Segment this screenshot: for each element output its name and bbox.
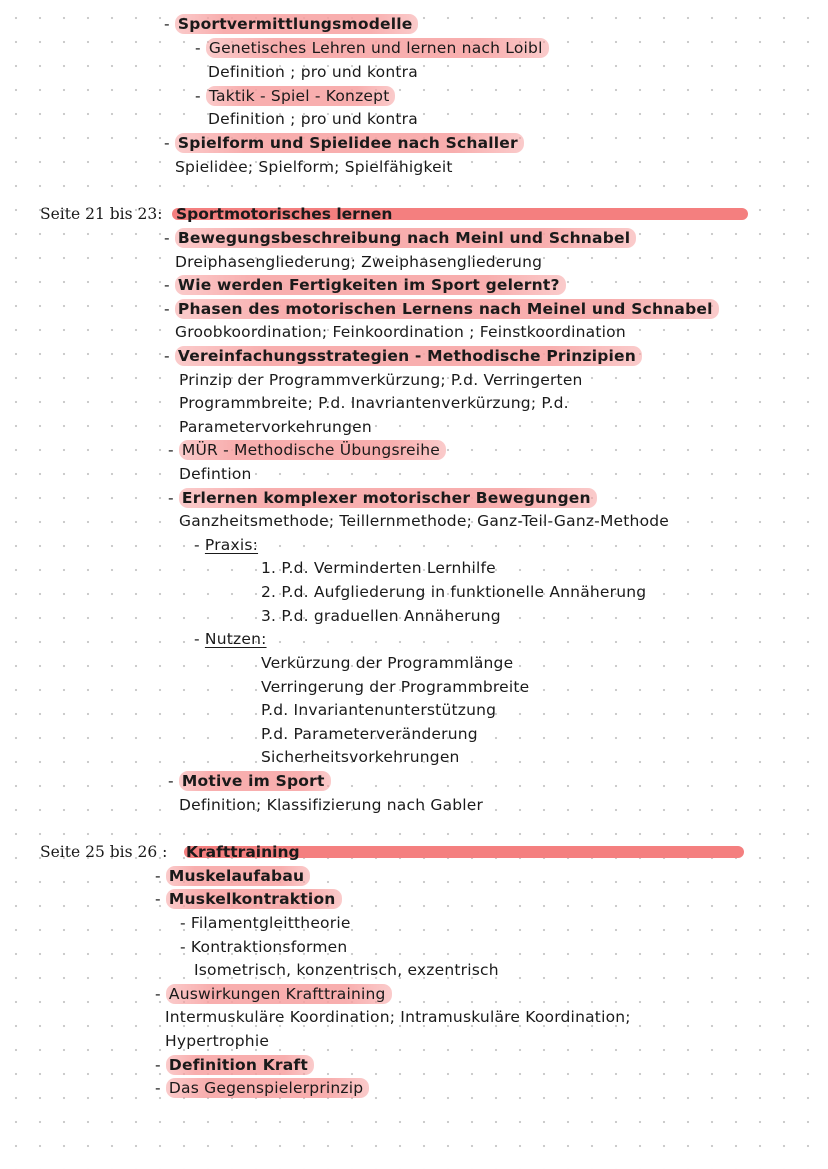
text-koordination-arten: Intermuskuläre Koordination; Intramuskuläre Koordination; (165, 1008, 631, 1026)
subitem-genetisches-lehren: - Genetisches Lehren und lernen nach Loibl (195, 38, 549, 58)
text-prinzipien-2: Programmbreite; P.d. Inavriantenverkürzung; P.d. (179, 394, 569, 412)
item-muer: - MÜR - Methodische Übungsreihe (168, 440, 446, 460)
text-prinzipien-1: Prinzip der Programmverkürzung; P.d. Verringerten (179, 371, 583, 389)
subheading-praxis: - Praxis: (194, 536, 259, 554)
praxis-item-2: 2. P.d. Aufgliederung in funktionelle Annäherung (261, 583, 647, 601)
item-fertigkeiten-gelernt: - Wie werden Fertigkeiten im Sport gelernt? (164, 275, 566, 295)
text-prinzipien-3: Parametervorkehrungen (179, 418, 372, 436)
subitem-kontraktionsformen: - Kontraktionsformen (180, 938, 348, 956)
text-defintion: Defintion (179, 465, 252, 483)
item-phasen-motorisches-lernen: - Phasen des motorischen Lernens nach Meinel und Schnabel (164, 299, 719, 319)
page-label-21-23: Seite 21 bis 23: (40, 205, 163, 223)
item-motive-im-sport: - Motive im Sport (168, 771, 331, 791)
item-vereinfachungsstrategien: - Vereinfachungsstrategien - Methodische Prinzipien (164, 346, 642, 366)
subheading-nutzen: - Nutzen: (194, 630, 267, 648)
subitem-filamentgleittheorie: - Filamentgleittheorie (180, 914, 351, 932)
section-title-krafttraining: Krafttraining (186, 843, 300, 861)
item-muskelaufbau: - Muskelaufabau (155, 866, 310, 886)
nutzen-item-4: P.d. Parameterveränderung (261, 725, 478, 743)
text-definition-pro-kontra-1: Definition ; pro und kontra (208, 63, 418, 81)
subitem-taktik-spiel-konzept: - Taktik - Spiel - Konzept (195, 86, 395, 106)
item-sportvermittlungsmodelle: - Sportvermittlungsmodelle (164, 14, 418, 34)
praxis-item-1: 1. P.d. Verminderten Lernhilfe (261, 559, 496, 577)
item-definition-kraft: - Definition Kraft (155, 1055, 314, 1075)
text-koordination-stufen: Groobkoordination; Feinkoordination ; Feinstkoordination (175, 323, 626, 341)
nutzen-item-5: Sicherheitsvorkehrungen (261, 748, 460, 766)
text-definition-pro-kontra-2: Definition ; pro und kontra (208, 110, 418, 128)
text-kontraktionsarten: Isometrisch, konzentrisch, exzentrisch (194, 961, 499, 979)
text-hypertrophie: Hypertrophie (165, 1032, 270, 1050)
item-muskelkontraktion: - Muskelkontraktion (155, 889, 342, 909)
item-gegenspielerprinzip: - Das Gegenspielerprinzip (155, 1078, 369, 1098)
nutzen-item-2: Verringerung der Programmbreite (261, 678, 530, 696)
text-motive-definition: Definition; Klassifizierung nach Gabler (179, 796, 484, 814)
page-label-25-26: Seite 25 bis 26 : (40, 843, 168, 861)
text-phasengliederung: Dreiphasengliederung; Zweiphasengliederung (175, 253, 543, 271)
text-methoden: Ganzheitsmethode; Teillernmethode; Ganz-Teil-Ganz-Methode (179, 512, 670, 530)
nutzen-item-3: P.d. Invariantenunterstützung (261, 701, 497, 719)
item-auswirkungen-krafttraining: - Auswirkungen Krafttraining (155, 984, 392, 1004)
text-spielidee-list: Spielidee; Spielform; Spielfähigkeit (175, 158, 453, 176)
item-spielform-spielidee: - Spielform und Spielidee nach Schaller (164, 133, 524, 153)
item-bewegungsbeschreibung: - Bewegungsbeschreibung nach Meinl und Schnabel (164, 228, 636, 248)
nutzen-item-1: Verkürzung der Programmlänge (261, 654, 514, 672)
section-title-sportmotorisches-lernen: Sportmotorisches lernen (176, 205, 393, 223)
praxis-item-3: 3. P.d. graduellen Annäherung (261, 607, 501, 625)
item-erlernen-komplexer-bewegungen: - Erlernen komplexer motorischer Bewegungen (168, 488, 597, 508)
